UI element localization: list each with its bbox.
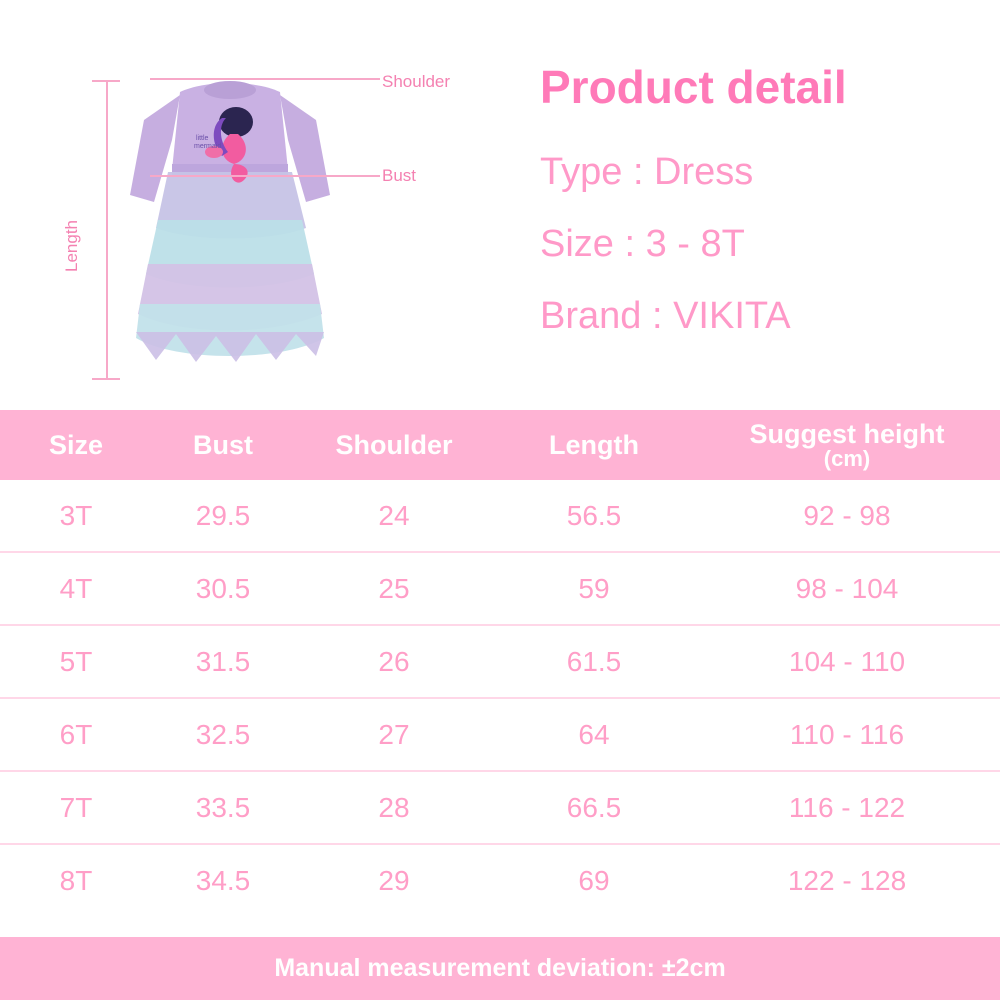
- cell-size: 7T: [0, 771, 152, 844]
- detail-size: Size : 3 - 8T: [540, 223, 745, 266]
- cell-shoulder: 28: [294, 771, 494, 844]
- svg-text:little: little: [196, 135, 209, 142]
- mermaid-tutu-dress-photo: [110, 60, 350, 370]
- cell-bust: 31.5: [152, 625, 294, 698]
- cell-length: 59: [494, 552, 694, 625]
- shoulder-guide-line: [150, 78, 380, 80]
- table-row: [0, 844, 1000, 916]
- cell-height: 116 - 122: [694, 771, 1000, 844]
- cell-height: 92 - 98: [694, 480, 1000, 552]
- table-row: [0, 552, 1000, 625]
- cell-shoulder: 26: [294, 625, 494, 698]
- measurement-deviation-note: Manual measurement deviation: ±2cm: [0, 937, 1000, 1000]
- cell-size: 8T: [0, 844, 152, 916]
- column-header-bust: Bust: [152, 410, 294, 480]
- product-detail-block: [540, 60, 970, 353]
- column-header-suggest-height: [694, 410, 1000, 480]
- length-guide-line: [106, 80, 108, 380]
- column-header-suggest-height-text: Suggest height: [749, 418, 945, 449]
- cell-height: 104 - 110: [694, 625, 1000, 698]
- cell-size: 6T: [0, 698, 152, 771]
- cell-bust: 29.5: [152, 480, 294, 552]
- size-chart-table: [0, 410, 1000, 916]
- shoulder-guide-label: Shoulder: [382, 72, 451, 91]
- table-row: [0, 698, 1000, 771]
- length-guide-label: Length: [62, 220, 81, 272]
- cell-height: 122 - 128: [694, 844, 1000, 916]
- cell-length: 66.5: [494, 771, 694, 844]
- cell-height: 98 - 104: [694, 552, 1000, 625]
- product-detail-header: [0, 0, 1000, 410]
- table-row: [0, 771, 1000, 844]
- bust-guide-label: Bust: [382, 166, 417, 185]
- bust-guide-line: [150, 175, 380, 177]
- cell-bust: 34.5: [152, 844, 294, 916]
- page-title: Product detail: [540, 61, 847, 113]
- cell-size: 3T: [0, 480, 152, 552]
- cell-length: 61.5: [494, 625, 694, 698]
- product-image-area: [60, 30, 400, 390]
- size-chart-body: [0, 480, 1000, 916]
- length-guide-bottom-tick: [92, 378, 120, 380]
- cell-shoulder: 25: [294, 552, 494, 625]
- cell-length: 56.5: [494, 480, 694, 552]
- column-header-suggest-height-unit: (cm): [823, 446, 871, 472]
- column-header-shoulder: Shoulder: [294, 410, 494, 480]
- cell-length: 69: [494, 844, 694, 916]
- svg-text:mermaid: mermaid: [194, 143, 222, 150]
- cell-shoulder: 29: [294, 844, 494, 916]
- table-row: [0, 480, 1000, 552]
- table-header-row: [0, 410, 1000, 480]
- detail-brand: Brand : VIKITA: [540, 295, 791, 338]
- cell-shoulder: 24: [294, 480, 494, 552]
- cell-length: 64: [494, 698, 694, 771]
- length-guide-top-tick: [92, 80, 120, 82]
- cell-size: 4T: [0, 552, 152, 625]
- cell-bust: 30.5: [152, 552, 294, 625]
- table-row: [0, 625, 1000, 698]
- cell-shoulder: 27: [294, 698, 494, 771]
- column-header-size: Size: [0, 410, 152, 480]
- cell-height: 110 - 116: [694, 698, 1000, 771]
- cell-size: 5T: [0, 625, 152, 698]
- column-header-length: Length: [494, 410, 694, 480]
- detail-type: Type : Dress: [540, 151, 754, 193]
- cell-bust: 32.5: [152, 698, 294, 771]
- cell-bust: 33.5: [152, 771, 294, 844]
